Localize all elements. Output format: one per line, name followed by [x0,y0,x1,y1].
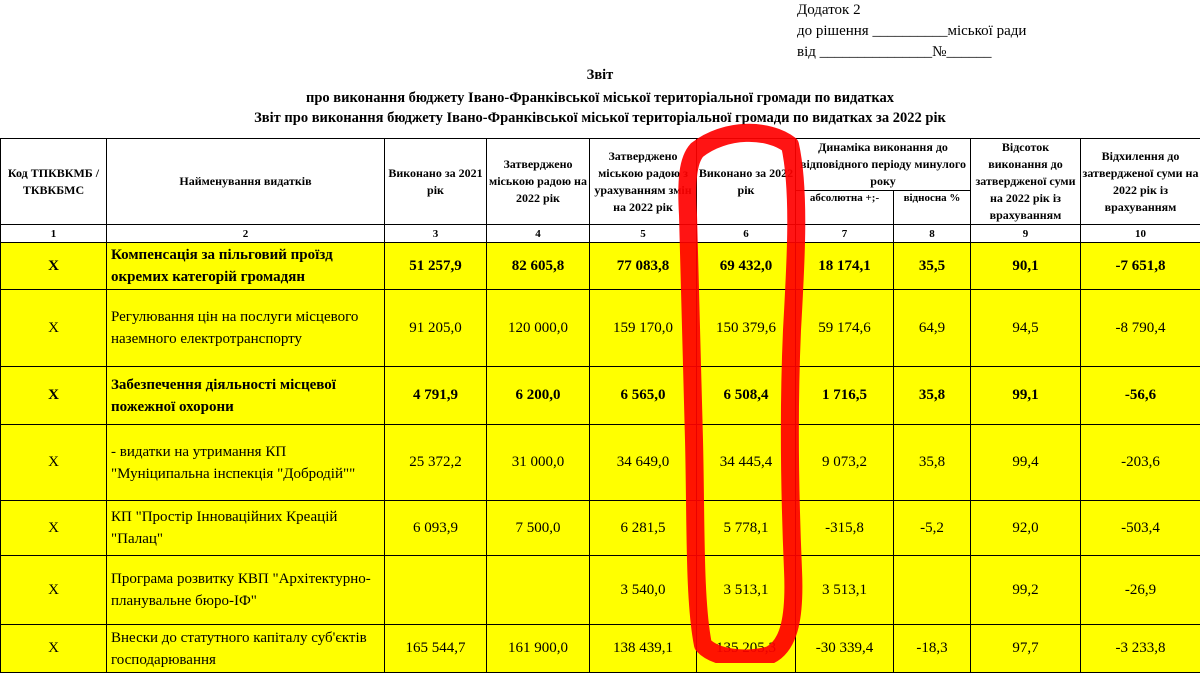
appendix-block [797,0,1026,63]
cell-absolute: 3 513,1 [796,556,894,625]
cell-relative: -18,3 [894,625,971,673]
header-dynamics: Динаміка виконання до відповідного періоду минулого року [796,139,971,191]
cell-absolute: 59 174,6 [796,290,894,367]
cell-deviation: -8 790,4 [1081,290,1200,367]
cell-approved-2022: 120 000,0 [487,290,590,367]
cell-deviation: -7 651,8 [1081,243,1200,290]
table-row [1,290,1200,367]
appendix-title: Додаток 2 [797,0,1026,21]
report-subtitle: про виконання бюджету Івано-Франківської міської територіальної громади по видатках [0,90,1200,107]
cell-executed-2021: 165 544,7 [385,625,487,673]
cell-name: Забезпечення діяльності місцевої пожежної охорони [107,367,385,425]
cell-deviation: -26,9 [1081,556,1200,625]
header-code: Код ТПКВКМБ /ТКВКБМС [1,139,107,225]
cell-approved-2022: 6 200,0 [487,367,590,425]
table-row [1,425,1200,501]
cell-executed-2022: 5 778,1 [697,501,796,556]
header-name: Найменування видатків [107,139,385,225]
header-approved-changes-2022: Затверджено міською радою з урахуванням змін на 2022 рік [590,139,697,225]
cell-deviation: -3 233,8 [1081,625,1200,673]
column-number: 6 [697,225,796,243]
cell-executed-2021: 51 257,9 [385,243,487,290]
cell-executed-2021 [385,556,487,625]
cell-code: Х [1,625,107,673]
table-row [1,625,1200,673]
cell-percent: 90,1 [971,243,1081,290]
cell-executed-2021: 4 791,9 [385,367,487,425]
column-number: 10 [1081,225,1200,243]
cell-code: Х [1,243,107,290]
cell-approved-changes-2022: 34 649,0 [590,425,697,501]
header-absolute: абсолютна +;- [796,191,894,225]
cell-code: Х [1,290,107,367]
cell-deviation: -503,4 [1081,501,1200,556]
cell-approved-2022: 7 500,0 [487,501,590,556]
header-executed-2022: Виконано за 2022 рік [697,139,796,225]
cell-approved-changes-2022: 6 565,0 [590,367,697,425]
cell-name: КП "Простір Інноваційних Креацій "Палац" [107,501,385,556]
column-number: 8 [894,225,971,243]
cell-absolute: 18 174,1 [796,243,894,290]
header-deviation: Відхилення до затвердженої суми на 2022 рік із врахуванням [1081,139,1200,225]
header-approved-2022: Затверджено міською радою на 2022 рік [487,139,590,225]
expenditure-table [0,138,1200,673]
cell-percent: 99,4 [971,425,1081,501]
cell-approved-changes-2022: 6 281,5 [590,501,697,556]
cell-deviation: -56,6 [1081,367,1200,425]
cell-relative: -5,2 [894,501,971,556]
cell-code: Х [1,501,107,556]
column-number: 4 [487,225,590,243]
column-number: 7 [796,225,894,243]
header-percent-execution: Відсоток виконання до затвердженої суми на 2022 рік із врахуванням [971,139,1081,225]
cell-percent: 99,1 [971,367,1081,425]
cell-name: - видатки на утримання КП "Муніципальна інспекція "Добродій"" [107,425,385,501]
cell-approved-2022: 161 900,0 [487,625,590,673]
cell-approved-changes-2022: 77 083,8 [590,243,697,290]
cell-executed-2022: 6 508,4 [697,367,796,425]
cell-executed-2022: 135 205,3 [697,625,796,673]
column-number: 9 [971,225,1081,243]
cell-name: Програма розвитку КВП "Архітектурно-планувальне бюро-ІФ" [107,556,385,625]
cell-percent: 92,0 [971,501,1081,556]
cell-executed-2022: 34 445,4 [697,425,796,501]
cell-deviation: -203,6 [1081,425,1200,501]
cell-executed-2021: 25 372,2 [385,425,487,501]
table-row [1,556,1200,625]
cell-executed-2021: 91 205,0 [385,290,487,367]
cell-relative: 64,9 [894,290,971,367]
cell-executed-2022: 69 432,0 [697,243,796,290]
cell-approved-2022: 31 000,0 [487,425,590,501]
cell-approved-changes-2022: 159 170,0 [590,290,697,367]
cell-absolute: -30 339,4 [796,625,894,673]
cell-name: Регулювання цін на послуги місцевого наземного електротранспорту [107,290,385,367]
cell-executed-2022: 3 513,1 [697,556,796,625]
cell-approved-2022: 82 605,8 [487,243,590,290]
header-relative: відносна % [894,191,971,225]
appendix-decision-line: до рішення __________міської ради [797,21,1026,42]
cell-relative: 35,8 [894,367,971,425]
table-row [1,501,1200,556]
cell-name: Внески до статутного капіталу суб'єктів господарювання [107,625,385,673]
cell-approved-2022 [487,556,590,625]
header-executed-2021: Виконано за 2021 рік [385,139,487,225]
cell-relative: 35,8 [894,425,971,501]
cell-percent: 97,7 [971,625,1081,673]
table-row [1,243,1200,290]
table-row [1,367,1200,425]
appendix-date-line: від _______________№______ [797,42,1026,63]
cell-executed-2022: 150 379,6 [697,290,796,367]
cell-relative [894,556,971,625]
cell-percent: 99,2 [971,556,1081,625]
column-number: 1 [1,225,107,243]
cell-absolute: 9 073,2 [796,425,894,501]
cell-name: Компенсація за пільговий проїзд окремих категорій громадян [107,243,385,290]
cell-relative: 35,5 [894,243,971,290]
column-number-row [1,225,1200,243]
cell-absolute: -315,8 [796,501,894,556]
cell-absolute: 1 716,5 [796,367,894,425]
report-title: Звіт [0,67,1200,84]
cell-code: Х [1,425,107,501]
cell-approved-changes-2022: 3 540,0 [590,556,697,625]
report-subtitle-year: Звіт про виконання бюджету Івано-Франківської міської територіальної громади по видатках за 2022 рік [0,110,1200,127]
column-number: 2 [107,225,385,243]
column-number: 5 [590,225,697,243]
column-number: 3 [385,225,487,243]
cell-percent: 94,5 [971,290,1081,367]
cell-code: Х [1,367,107,425]
cell-executed-2021: 6 093,9 [385,501,487,556]
cell-approved-changes-2022: 138 439,1 [590,625,697,673]
cell-code: Х [1,556,107,625]
